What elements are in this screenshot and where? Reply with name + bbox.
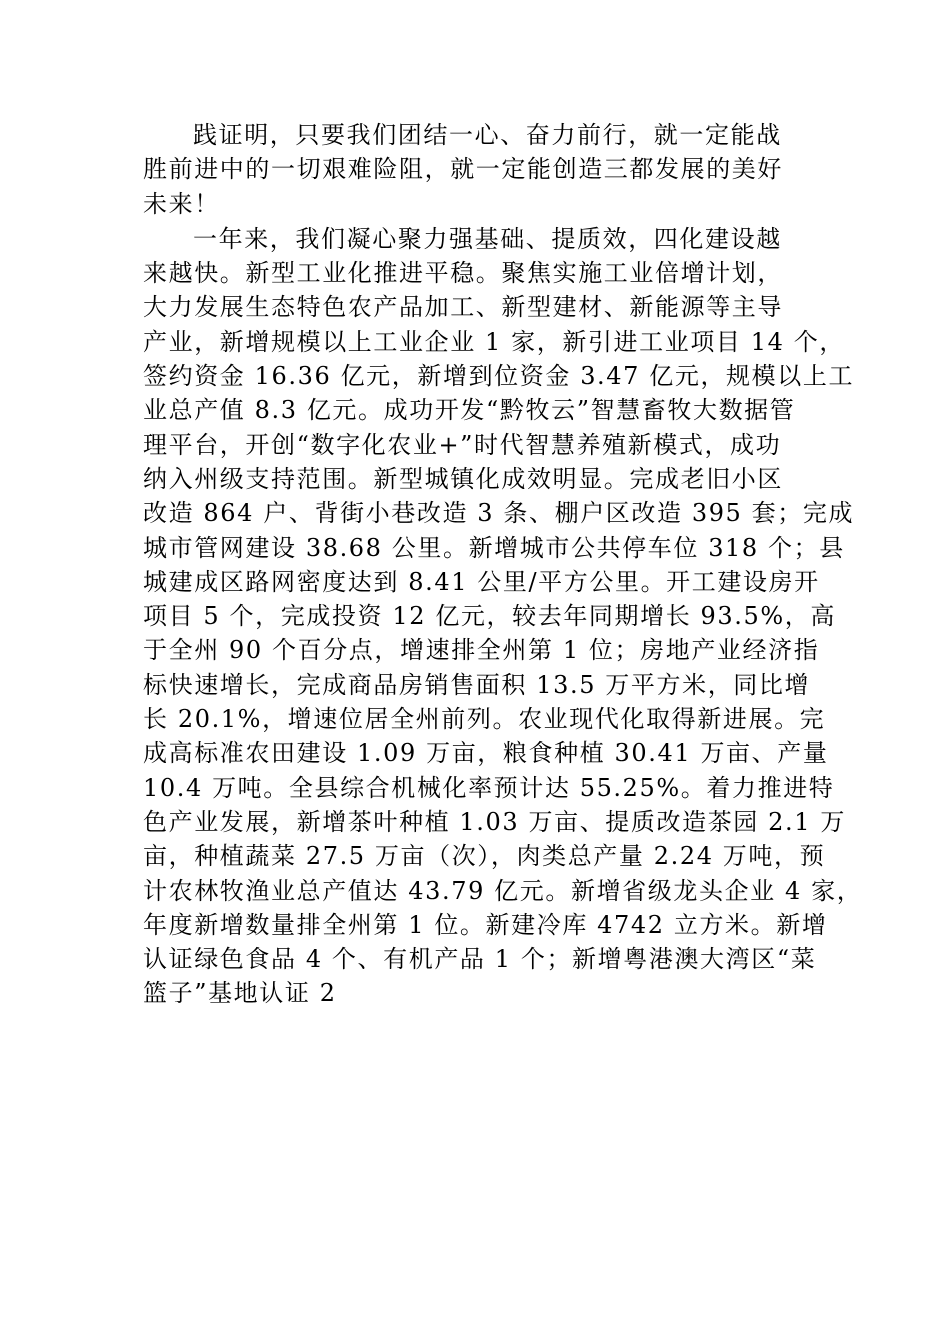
document-page	[143, 118, 863, 1011]
text-line: 践证明，只要我们团结一心、奋力前行，就一定能战	[193, 121, 782, 149]
text-line: 未来！	[143, 189, 220, 218]
paragraph-1	[143, 118, 833, 221]
text-line: 城建成区路网密度达到 8.41 公里/平方公里。开工建设房开	[143, 567, 820, 596]
text-line: 产业，新增规模以上工业企业 1 家，新引进工业项目 14 个，	[143, 327, 845, 356]
text-line: 一年来，我们凝心聚力强基础、提质效，四化建设越	[193, 224, 782, 253]
text-line: 来越快。新型工业化推进平稳。聚焦实施工业倍增计划，	[143, 259, 783, 288]
text-line: 大力发展生态特色农产品加工、新型建材、新能源等主导	[143, 293, 783, 322]
text-line: 10.4 万吨。全县综合机械化率预计达 55.25%。着力推进特	[143, 773, 835, 802]
text-line: 计农林牧渔业总产值达 43.79 亿元。新增省级龙头企业 4 家，	[143, 876, 863, 905]
text-line: 签约资金 16.36 亿元，新增到位资金 3.47 亿元，规模以上工	[143, 362, 855, 391]
paragraph-2	[143, 222, 863, 1011]
text-line: 亩，种植蔬菜 27.5 万亩（次），肉类总产量 2.24 万吨，预	[143, 842, 826, 871]
text-line: 理平台，开创“数字化农业+”时代智慧养殖新模式，成功	[143, 430, 782, 459]
text-line: 纳入州级支持范围。新型城镇化成效明显。完成老旧小区	[143, 464, 783, 493]
text-line: 年度新增数量排全州第 1 位。新建冷库 4742 立方米。新增	[143, 910, 828, 939]
text-line: 成高标准农田建设 1.09 万亩，粮食种植 30.41 万亩、产量	[143, 739, 829, 768]
text-line: 项目 5 个，完成投资 12 亿元，较去年同期增长 93.5%，高	[143, 602, 836, 631]
text-line: 城市管网建设 38.68 公里。新增城市公共停车位 318 个；县	[143, 533, 845, 562]
text-line: 改造 864 户、背街小巷改造 3 条、棚户区改造 395 套；完成	[143, 499, 855, 528]
text-line: 标快速增长，完成商品房销售面积 13.5 万平方米，同比增	[143, 670, 811, 699]
text-line: 业总产值 8.3 亿元。成功开发“黔牧云”智慧畜牧大数据管	[143, 396, 796, 425]
text-line: 色产业发展，新增茶叶种植 1.03 万亩、提质改造茶园 2.1 万	[143, 807, 846, 836]
text-line: 于全州 90 个百分点，增速排全州第 1 位；房地产业经济指	[143, 636, 820, 665]
text-line: 长 20.1%，增速位居全州前列。农业现代化取得新进展。完	[143, 705, 826, 734]
text-line: 认证绿色食品 4 个、有机产品 1 个；新增粤港澳大湾区“菜	[143, 945, 817, 974]
text-line: 篮子”基地认证 2	[143, 979, 337, 1008]
text-line: 胜前进中的一切艰难险阻，就一定能创造三都发展的美好	[143, 155, 783, 184]
